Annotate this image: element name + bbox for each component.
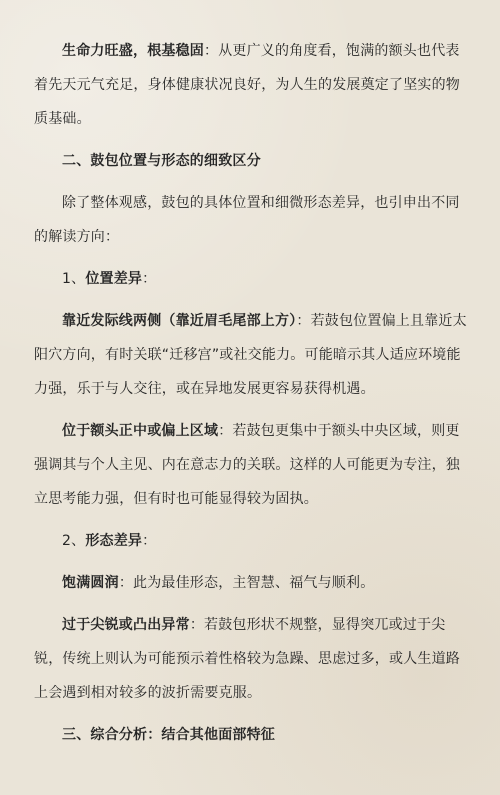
- paragraph-vitality-text: ：从更广义的角度看，饱满的额头也代表着先天元气充足，身体健康状况良好，为人生的发展奠定了坚实的物质基础。: [34, 43, 460, 127]
- paragraph-position-center: [34, 414, 468, 516]
- paragraph-shape-round-text: ：此为最佳形态，主智慧、福气与顺利。: [118, 575, 375, 591]
- section-heading-3: 三、综合分析：结合其他面部特征: [62, 727, 275, 743]
- paragraph-vitality-title: 生命力旺盛，根基稳固: [62, 43, 204, 59]
- subheading-position-title: 位置差异: [85, 271, 143, 287]
- subheading-shape-prefix: 2、: [62, 533, 86, 549]
- section-2-intro: 除了整体观感，鼓包的具体位置和细微形态差异，也引申出不同的解读方向：: [34, 195, 460, 245]
- paragraph-shape-sharp-title: 过于尖锐或凸出异常: [62, 617, 190, 633]
- paragraph-shape-round: [34, 566, 468, 600]
- paragraph-vitality: [34, 34, 468, 136]
- paragraph-position-temple: [34, 304, 468, 406]
- subheading-position: [34, 262, 468, 296]
- paragraph-position-temple-text: ：若鼓包位置偏上且靠近太阳穴方向，有时关联“迁移宫”或社交能力。可能暗示其人适应环境能力强，乐于与人交往，或在异地发展更容易获得机遇。: [34, 313, 467, 397]
- section-heading-2: 二、鼓包位置与形态的细致区分: [62, 153, 261, 169]
- subheading-shape-suffix: ：: [142, 533, 157, 549]
- subheading-shape: [34, 524, 468, 558]
- subheading-position-suffix: ：: [142, 271, 157, 287]
- paragraph-shape-sharp-text: ：若鼓包形状不规整，显得突兀或过于尖锐，传统上则认为可能预示着性格较为急躁、思虑过多，或人生道路上会遇到相对较多的波折需要克服。: [34, 617, 460, 701]
- paragraph-position-center-text: ：若鼓包更集中于额头中央区域，则更强调其与个人主见、内在意志力的关联。这样的人可能更为专注，独立思考能力强，但有时也可能显得较为固执。: [34, 423, 460, 507]
- subheading-shape-title: 形态差异: [85, 533, 143, 549]
- subheading-position-prefix: 1、: [62, 271, 86, 287]
- paragraph-shape-sharp: [34, 608, 468, 710]
- paragraph-position-center-title: 位于额头正中或偏上区域: [62, 423, 219, 439]
- paragraph-position-temple-title: 靠近发际线两侧（靠近眉毛尾部上方）: [62, 313, 297, 329]
- paragraph-shape-round-title: 饱满圆润: [62, 575, 119, 591]
